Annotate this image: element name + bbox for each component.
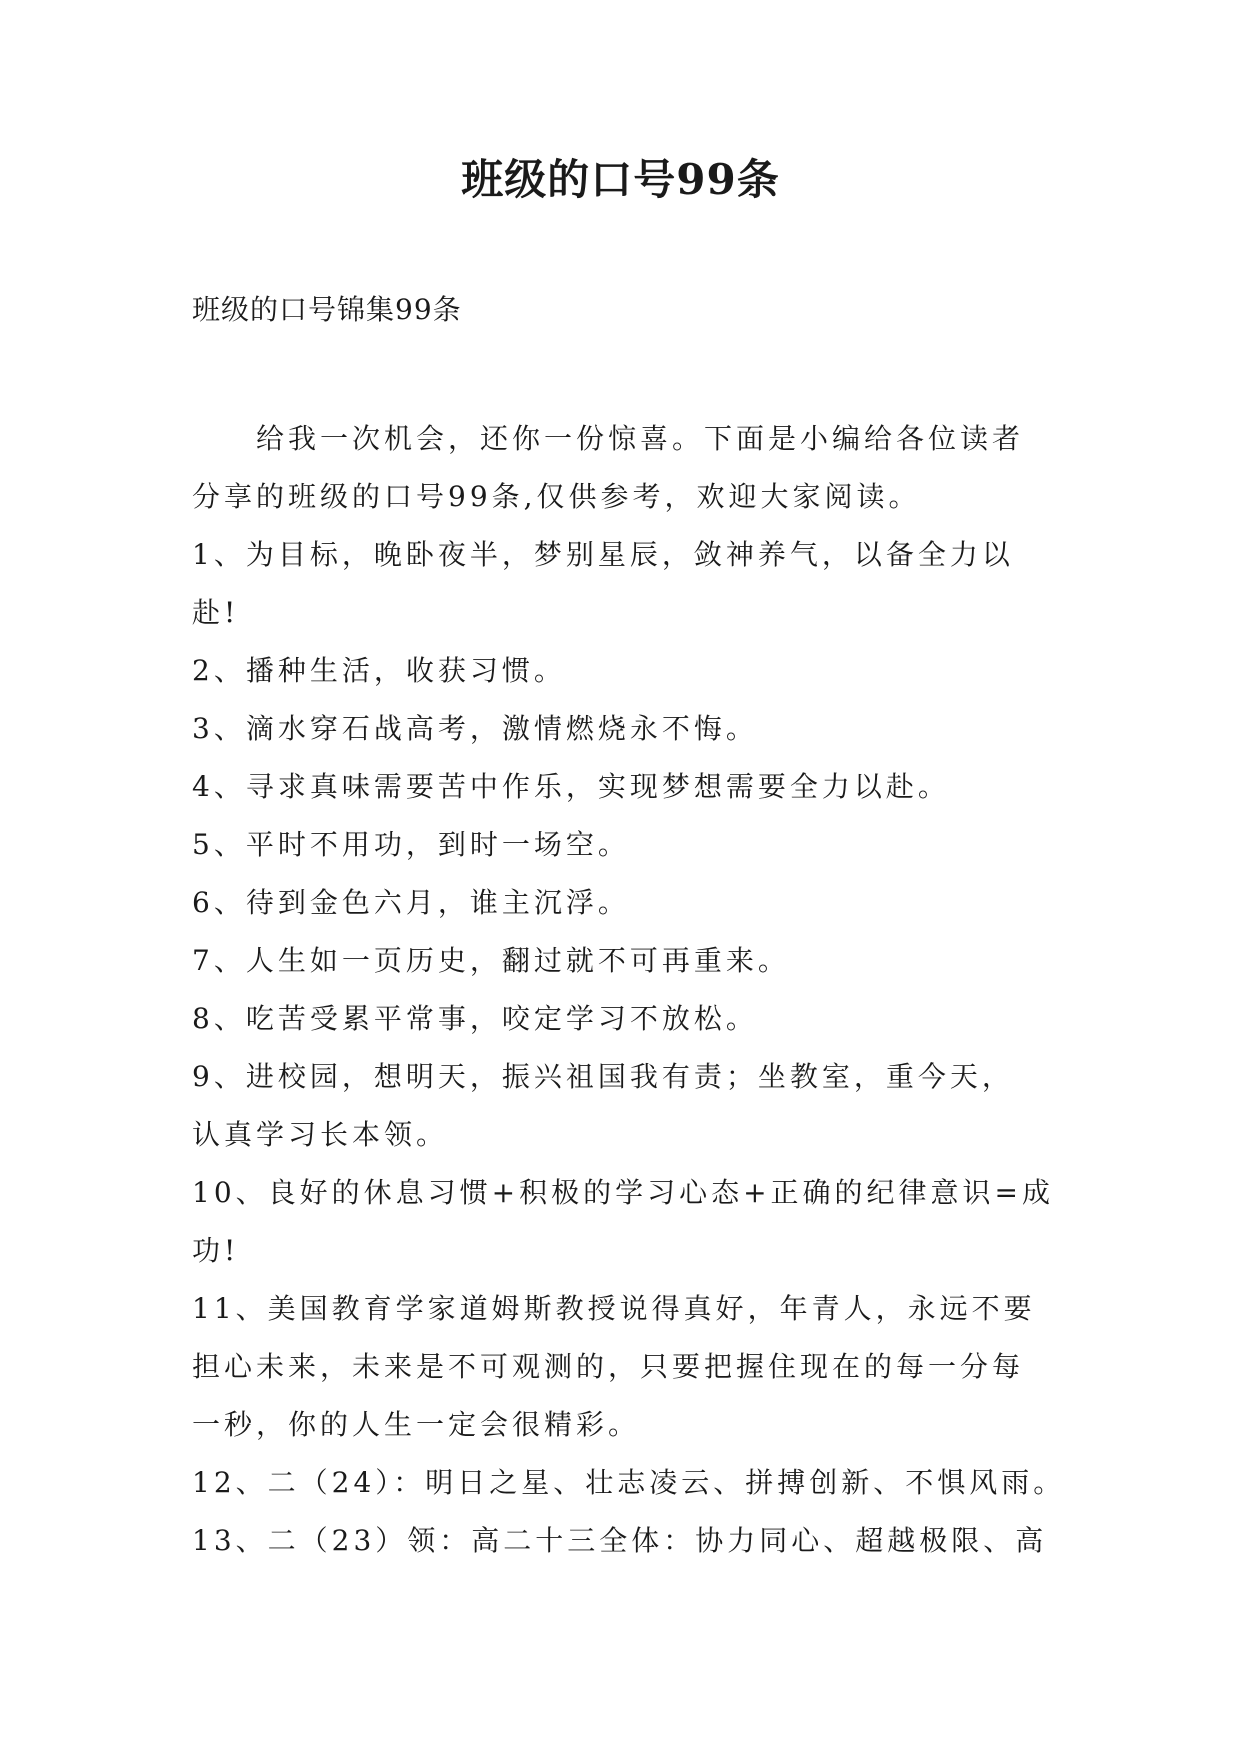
slogan-line: 4、寻求真味需要苦中作乐，实现梦想需要全力以赴。 <box>192 770 950 803</box>
slogan-line: 12、二（24）：明日之星、壮志凌云、拼搏创新、不惧风雨。 <box>192 1466 1066 1499</box>
slogan-line: 功! <box>192 1234 240 1267</box>
document-body <box>192 410 1072 1570</box>
slogan-line: 赴! <box>192 596 240 629</box>
slogan-line: 一秒，你的人生一定会很精彩。 <box>192 1408 641 1441</box>
slogan-line: 认真学习长本领。 <box>192 1118 449 1151</box>
slogan-line: 11、美国教育学家道姆斯教授说得真好，年青人，永远不要 <box>192 1292 1036 1325</box>
intro-line: 分享的班级的口号99条,仅供参考，欢迎大家阅读。 <box>192 480 921 513</box>
slogan-line: 10、良好的休息习惯+积极的学习心态+正确的纪律意识=成 <box>192 1176 1055 1209</box>
slogan-line: 5、平时不用功，到时一场空。 <box>192 828 630 861</box>
slogan-line: 1、为目标，晚卧夜半，梦别星辰，敛神养气，以备全力以 <box>192 538 1014 571</box>
slogan-line: 13、二（23）领：高二十三全体：协力同心、超越极限、高 <box>192 1524 1048 1557</box>
document-title: 班级的口号99条 <box>461 155 780 204</box>
slogan-line: 6、待到金色六月，谁主沉浮。 <box>192 886 630 919</box>
slogan-line: 担心未来，未来是不可观测的，只要把握住现在的每一分每 <box>192 1350 1025 1383</box>
slogan-line: 7、人生如一页历史，翻过就不可再重来。 <box>192 944 790 977</box>
slogan-line: 9、进校园，想明天，振兴祖国我有责；坐教室，重今天， <box>192 1060 1014 1093</box>
slogan-line: 3、滴水穿石战高考，激情燃烧永不悔。 <box>192 712 758 745</box>
intro-line: 给我一次机会，还你一份惊喜。下面是小编给各位读者 <box>256 422 1025 455</box>
slogan-line: 8、吃苦受累平常事，咬定学习不放松。 <box>192 1002 758 1035</box>
slogan-line: 2、播种生活，收获习惯。 <box>192 654 566 687</box>
document-subtitle: 班级的口号锦集99条 <box>192 293 462 326</box>
